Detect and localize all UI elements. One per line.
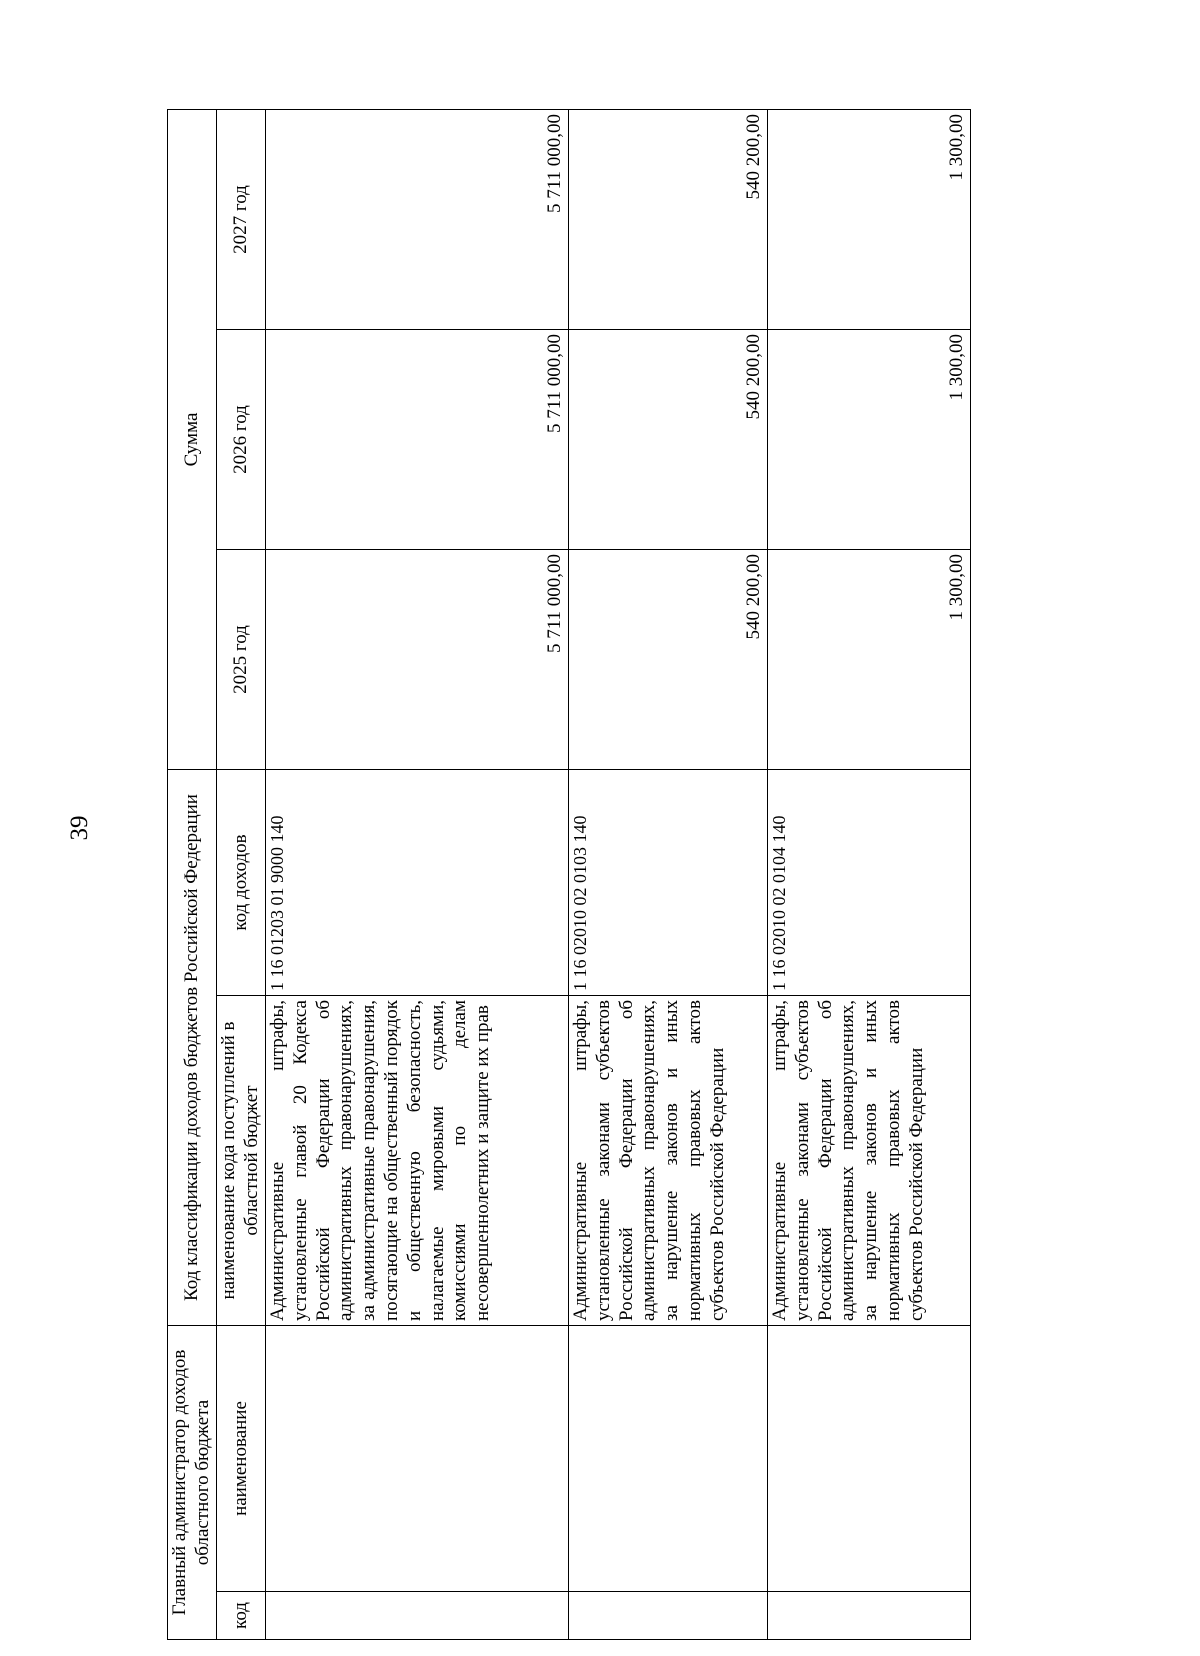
admin-name-cell [266,1326,569,1592]
header-row-1 [168,110,217,1640]
income-code-cell: 1 16 01203 01 9000 140 [266,770,569,996]
sum-2026-cell: 5 711 000,00 [266,330,569,550]
admin-code-header: код [217,1592,266,1640]
admin-code-cell [266,1592,569,1640]
income-code-cell: 1 16 02010 02 0104 140 [768,770,971,996]
year-2026-header: 2026 год [217,330,266,550]
table-rotation-frame [167,110,1167,1640]
table-row [266,110,569,1640]
admin-name-header: наименование [217,1326,266,1592]
table-landscape [167,110,1167,1640]
year-2027-header: 2027 год [217,110,266,330]
sum-2025-cell: 1 300,00 [768,550,971,770]
income-name-header: наименование кода поступлений в областной бюджет [217,996,266,1326]
sum-2026-cell: 540 200,00 [569,330,768,550]
sum-group-header: Сумма [168,110,217,770]
income-name-cell: Административные штрафы, установленные главой 20 Кодекса Российской Федерации об административных правонарушениях, за административные правонарушения, посягающие на общественный порядок и общественную безопасность, налагаемые мировыми судьями, комиссиями по делам несовершеннолетних и защите их прав [266,996,569,1326]
admin-group-header: Главный администратор доходов областного бюджета [168,1326,217,1640]
income-code-cell: 1 16 02010 02 0103 140 [569,770,768,996]
table-row [768,110,971,1640]
income-name-cell: Административные штрафы, установленные законами субъектов Российской Федерации об административных правонарушениях, за нарушение законов и иных нормативных правовых актов субъектов Российской Федерации [768,996,971,1326]
sum-2025-cell: 5 711 000,00 [266,550,569,770]
sum-2026-cell: 1 300,00 [768,330,971,550]
income-code-header: код доходов [217,770,266,996]
income-name-cell: Административные штрафы, установленные законами субъектов Российской Федерации об административных правонарушениях, за нарушение законов и иных нормативных правовых актов субъектов Российской Федерации [569,996,768,1326]
admin-code-cell [569,1592,768,1640]
page-number: 39 [66,815,93,841]
table-row [569,110,768,1640]
admin-name-cell [768,1326,971,1592]
admin-code-cell [768,1592,971,1640]
revenue-table [167,109,971,1640]
year-2025-header: 2025 год [217,550,266,770]
sum-2027-cell: 1 300,00 [768,110,971,330]
sum-2027-cell: 5 711 000,00 [266,110,569,330]
sum-2025-cell: 540 200,00 [569,550,768,770]
classification-group-header: Код классификации доходов бюджетов Российской Федерации [168,770,217,1326]
header-row-2 [217,110,266,1640]
sum-2027-cell: 540 200,00 [569,110,768,330]
admin-name-cell [569,1326,768,1592]
